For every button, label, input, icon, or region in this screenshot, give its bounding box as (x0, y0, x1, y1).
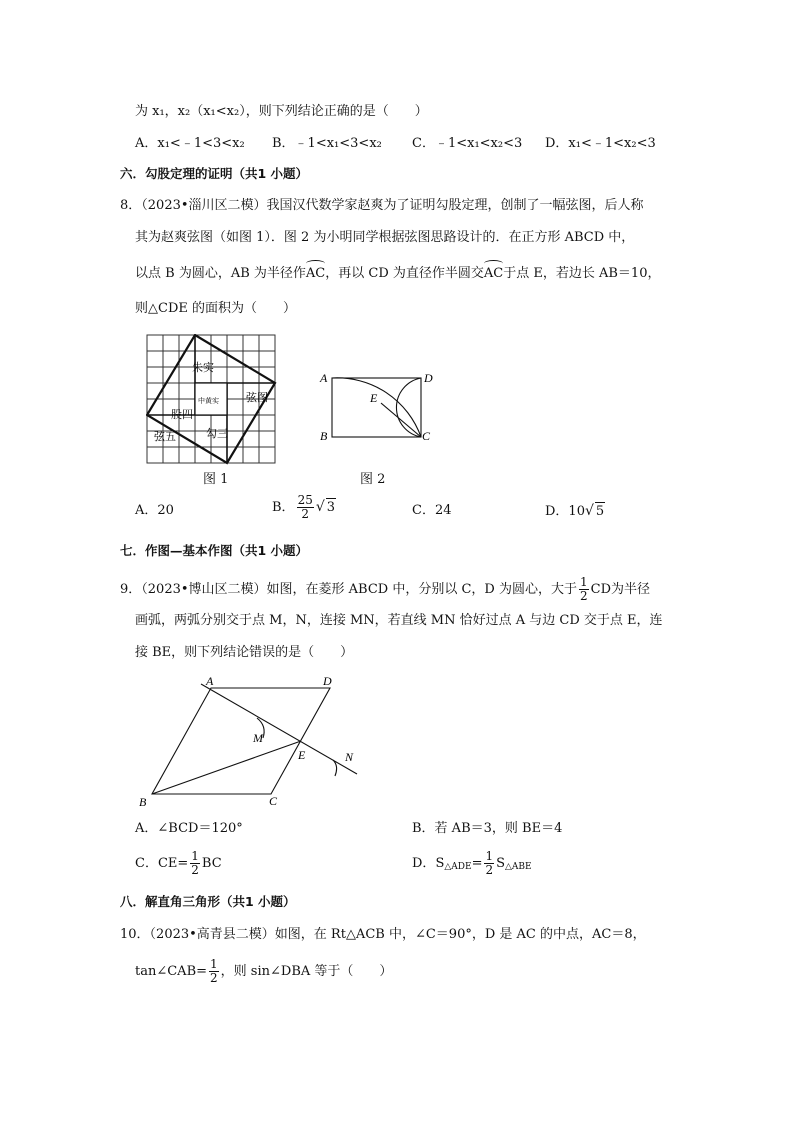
zhao-shuang-figure-1 (146, 334, 278, 468)
rhombus-point-a: A (206, 674, 214, 688)
fig1-label-xiantu: 弦图 (246, 392, 268, 404)
fig1-label-zhushi: 朱实 (192, 362, 214, 374)
rhombus-point-d: D (323, 674, 332, 688)
q9-line-2: 画弧，两弧分别交于点 M，N，连接 MN，若直线 MN 恰好过点 A 与边 CD 交于点 E，连 (135, 613, 663, 628)
fig1-label-xianwu: 弦五 (154, 431, 176, 443)
q9-line-1: 9．（2023•博山区二模）如图，在菱形 ABCD 中，分别以 C，D 为圆心，大于 $\frac{1}{2}$ CD为半径 (120, 575, 650, 603)
fig2-point-d: D (424, 371, 433, 385)
section-heading-6: 六．勾股定理的证明（共1 小题） (120, 166, 309, 181)
fig1-label-gousan: 勾三 (206, 428, 228, 440)
q8-option-d: D．10√ 5 (545, 503, 605, 519)
fig2-point-a: A (320, 371, 328, 385)
q7-stem: 为 x₁，x₂（x₁<x₂），则下列结论正确的是（ ） (135, 104, 428, 119)
q7-option-b: B．﹣1<x₁<3<x₂ (272, 136, 382, 151)
fig1-label-gusi: 股四 (171, 409, 193, 421)
q7-option-a: A．x₁<﹣1<3<x₂ (135, 136, 245, 151)
q8-line-2: 其为赵爽弦图（如图 1）．图 2 为小明同学根据弦图思路设计的．在正方形 ABCD 中， (135, 230, 635, 245)
fig2-point-b: B (320, 429, 328, 443)
section-heading-7: 七．作图—基本作图（共1 小题） (120, 543, 309, 558)
q8-option-c: C．24 (412, 503, 452, 518)
q7-option-c: C．﹣1<x₁<x₂<3 (412, 136, 523, 151)
rhombus-point-e: E (298, 748, 306, 762)
rhombus-point-b: B (139, 795, 147, 809)
q8-option-b: B． $\frac{25}{2}$ √ 3 (272, 493, 336, 521)
q9-option-b: B．若 AB＝3，则 BE＝4 (412, 821, 563, 836)
fig1-label-zhonghuangshi: 中黄实 (198, 397, 219, 405)
q9-option-d: D．$S_{\triangle ADE}=$ $\frac{1}{2}$ $S_{\triangle ABE}$ (412, 849, 532, 877)
rhombus-figure (135, 670, 370, 810)
q9-line-3: 接 BE，则下列结论错误的是（ ） (135, 645, 354, 660)
rhombus-point-n: N (345, 750, 354, 764)
rhombus-point-c: C (269, 794, 278, 808)
rhombus-point-m: M (253, 731, 263, 745)
q9-option-c: C．CE= $\frac{1}{2}$ BC (135, 849, 222, 877)
figure-2-caption: 图 2 (360, 472, 386, 487)
geometry-figure-2 (315, 366, 440, 446)
fig2-point-e: E (370, 391, 378, 405)
q7-option-d: D．x₁<﹣1<x₂<3 (545, 136, 656, 151)
q8-line-4: 则△CDE 的面积为（ ） (135, 301, 296, 316)
q9-option-a: A．∠BCD＝120° (135, 821, 243, 836)
q8-line-3: 以点 B 为圆心，AB 为半径作 AC，再以 CD 为直径作半圆交 AC于点 E，若边长 AB＝10， (135, 265, 660, 283)
figure-1-caption: 图 1 (203, 472, 229, 487)
q8-line-1: 8．（2023•淄川区二模）我国汉代数学家赵爽为了证明勾股定理，创制了一幅弦图，后人称 (120, 198, 644, 213)
fig2-point-c: C (422, 429, 431, 443)
arc-ac-2: AC (484, 265, 503, 283)
arc-ac-1: AC (306, 265, 325, 283)
q8-option-a: A．20 (135, 503, 174, 518)
q10-line-2: tan∠CAB= $\frac{1}{2}$ ，则 sin∠DBA 等于（ ） (135, 957, 393, 985)
q10-line-1: 10．（2023•高青县二模）如图，在 Rt△ACB 中，∠C＝90°，D 是 AC 的中点，AC＝8， (120, 927, 646, 942)
section-heading-8: 八．解直角三角形（共1 小题） (120, 894, 296, 909)
